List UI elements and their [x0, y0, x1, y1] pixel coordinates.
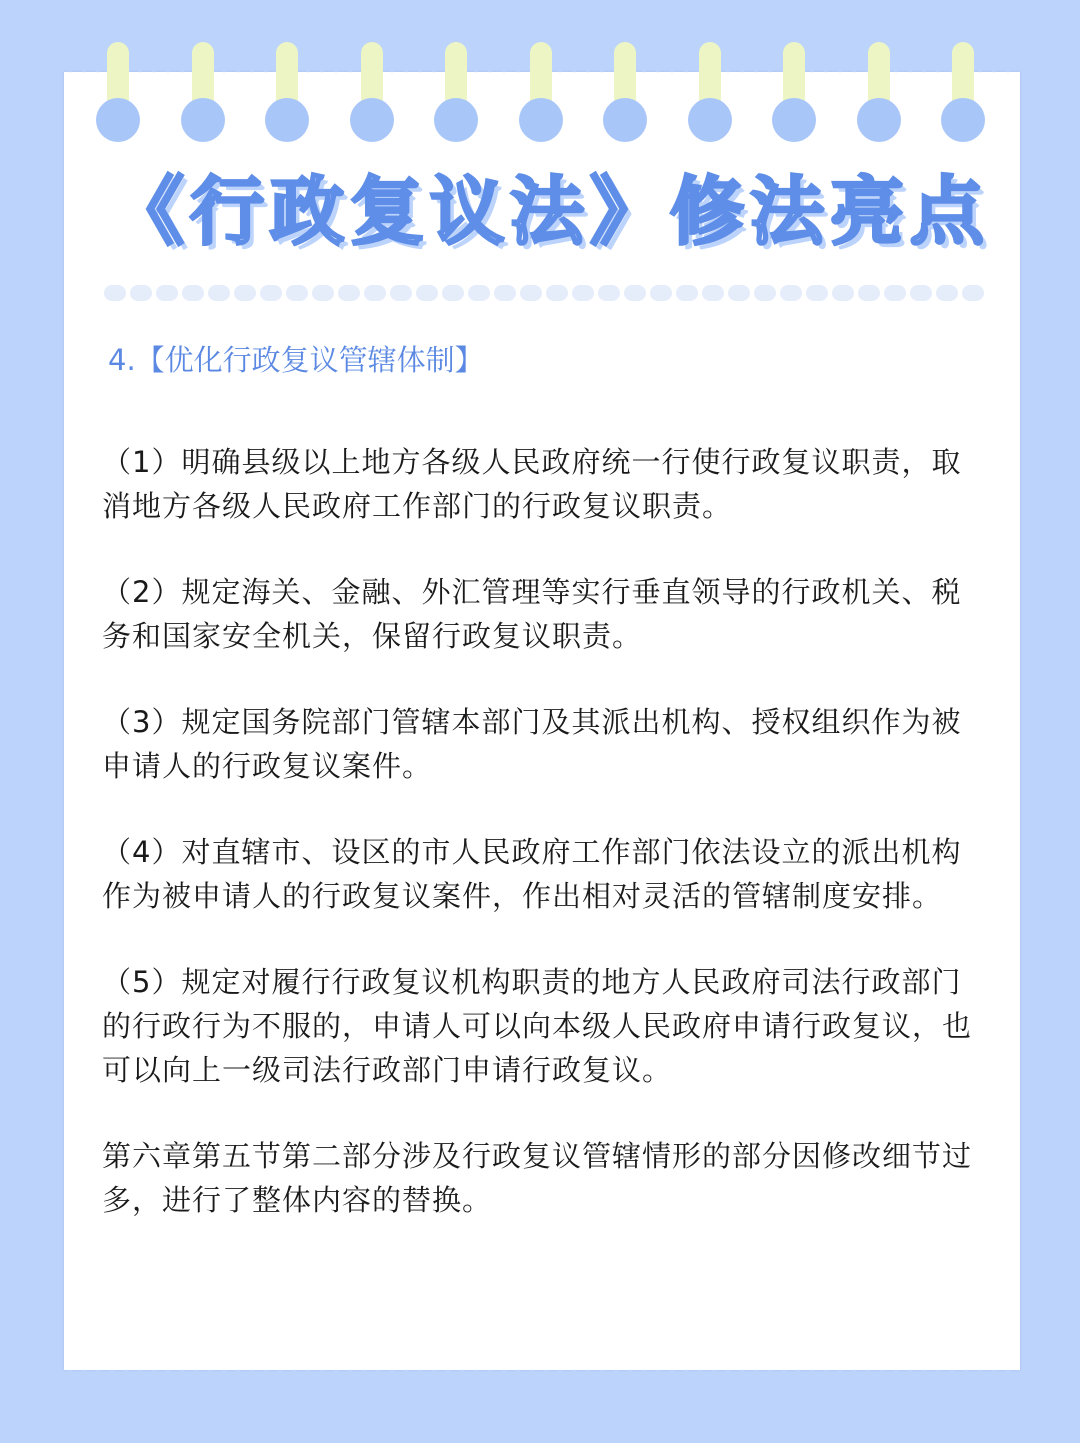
divider-dot [936, 285, 958, 301]
divider-dot [260, 285, 282, 301]
ring [519, 98, 563, 142]
paragraph-item-1: （1）明确县级以上地方各级人民政府统一行使行政复议职责，取消地方各级人民政府工作部门的行政复议职责。 [102, 445, 962, 523]
divider-dot [962, 285, 984, 301]
divider-dot [858, 285, 880, 301]
divider-dot [806, 285, 828, 301]
divider-dot [208, 285, 230, 301]
divider-dot [312, 285, 334, 301]
divider-dot [910, 285, 932, 301]
divider-dot [650, 285, 672, 301]
ring [434, 98, 478, 142]
content-body [102, 440, 982, 1264]
ring [181, 98, 225, 142]
divider-dot [104, 285, 126, 301]
ring [96, 98, 140, 142]
divider-dot [286, 285, 308, 301]
ring [265, 98, 309, 142]
closing-note: 第六章第五节第二部分涉及行政复议管辖情形的部分因修改细节过多，进行了整体内容的替换。 [102, 1139, 973, 1217]
ring [941, 98, 985, 142]
dotted-divider [104, 285, 994, 303]
divider-dot [832, 285, 854, 301]
divider-dot [338, 285, 360, 301]
ring [350, 98, 394, 142]
divider-dot [884, 285, 906, 301]
paragraph-item-5: （5）规定对履行行政复议机构职责的地方人民政府司法行政部门的行政行为不服的，申请人可以向本级人民政府申请行政复议，也可以向上一级司法行政部门申请行政复议。 [102, 965, 973, 1087]
ring [603, 98, 647, 142]
divider-dot [546, 285, 568, 301]
divider-dot [156, 285, 178, 301]
divider-dot [754, 285, 776, 301]
ring [688, 98, 732, 142]
paragraph-item-3: （3）规定国务院部门管辖本部门及其派出机构、授权组织作为被申请人的行政复议案件。 [102, 705, 962, 783]
binder-rings [0, 42, 1080, 142]
divider-dot [572, 285, 594, 301]
divider-dot [728, 285, 750, 301]
divider-dot [416, 285, 438, 301]
divider-dot [702, 285, 724, 301]
divider-dot [494, 285, 516, 301]
divider-dot [130, 285, 152, 301]
divider-dot [780, 285, 802, 301]
ring [857, 98, 901, 142]
divider-dot [468, 285, 490, 301]
paragraph-item-4: （4）对直辖市、设区的市人民政府工作部门依法设立的派出机构作为被申请人的行政复议案件，作出相对灵活的管辖制度安排。 [102, 835, 962, 913]
divider-dot [182, 285, 204, 301]
divider-dot [624, 285, 646, 301]
divider-dot [676, 285, 698, 301]
ring [772, 98, 816, 142]
page-title: 《行政复议法》修法亮点 [110, 169, 990, 255]
divider-dot [520, 285, 542, 301]
section-heading: 4.【优化行政复议管辖体制】 [108, 343, 484, 377]
divider-dot [390, 285, 412, 301]
divider-dot [598, 285, 620, 301]
divider-dot [442, 285, 464, 301]
divider-dot [234, 285, 256, 301]
paragraph-item-2: （2）规定海关、金融、外汇管理等实行垂直领导的行政机关、税务和国家安全机关，保留行政复议职责。 [102, 575, 962, 653]
divider-dot [364, 285, 386, 301]
